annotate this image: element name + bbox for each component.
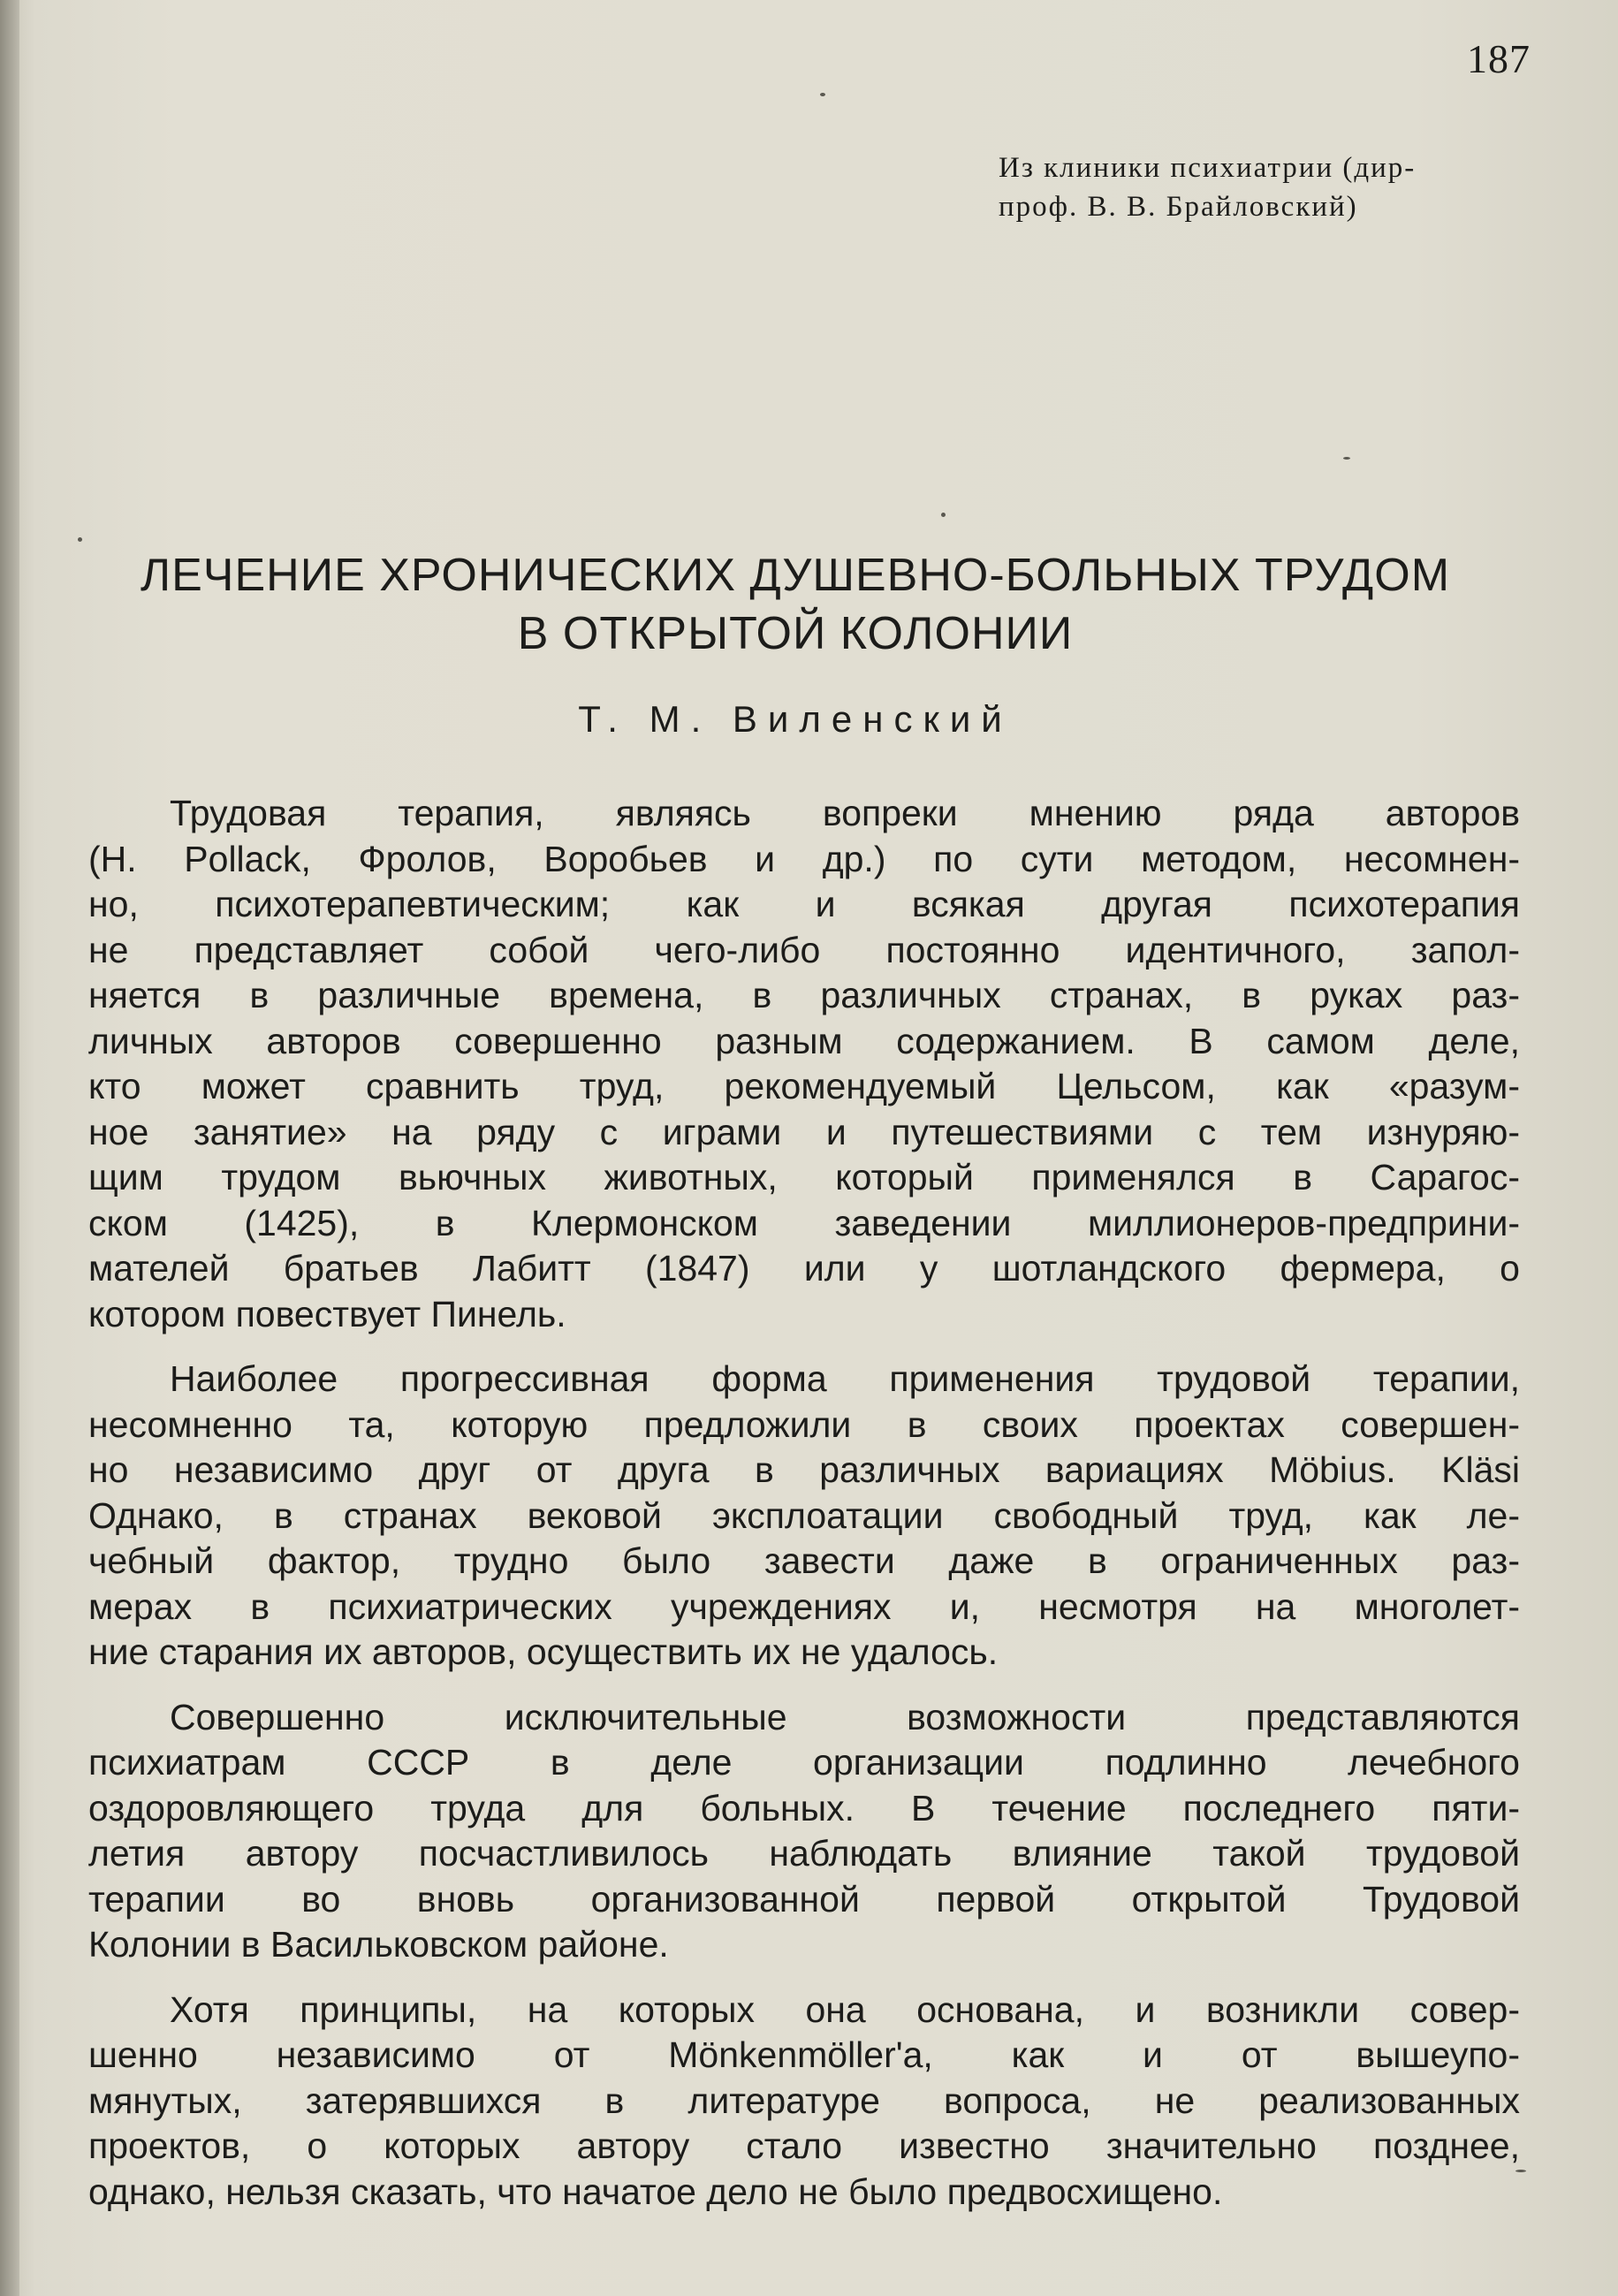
body-line: кто может сравнить труд, рекомендуемый Цельсом, как «разум- [88,1066,1520,1106]
article-title-line: ЛЕЧЕНИЕ ХРОНИЧЕСКИХ ДУШЕВНО-БОЛЬНЫХ ТРУДОМ [140,550,1451,601]
body-line: (H. Pollack, Фролов, Воробьев и др.) по сути методом, несомнен- [88,838,1520,879]
body-line: терапии во вновь организованной первой открытой Трудовой [88,1878,1520,1920]
body-paragraph [88,1695,1520,1968]
body-line: шенно независимо от Mönkenmöller'а, как и от вышеупо- [88,2034,1520,2075]
affiliation-line: проф. В. В. Брайловский) [999,191,1358,223]
print-speck [820,93,825,96]
print-speck [1515,2170,1526,2172]
affiliation-line: Из клиники психиатрии (дир- [999,152,1417,184]
article-body [88,791,1520,2234]
body-line: Хотя принципы, на которых она основана, и возникли совер- [170,1988,1520,2030]
body-line: Колонии в Васильковском районе. [88,1924,669,1965]
body-line: ние старания их авторов, осуществить их не удалось. [88,1631,999,1672]
body-line: Наиболее прогрессивная форма применения трудовой терапии, [170,1358,1520,1399]
body-line: Однако, в странах вековой эксплоатации свободный труд, как ле- [88,1494,1520,1536]
body-line: мерах в психиатрических учреждениях и, несмотря на многолет- [88,1585,1520,1627]
body-line: летия автору посчастливилось наблюдать влияние такой трудовой [88,1833,1520,1874]
print-speck [1343,457,1350,460]
page-number: 187 [1467,36,1531,81]
body-line: проектов, о которых автору стало известно значительно позднее, [88,2125,1520,2166]
body-line: Трудовая терапия, являясь вопреки мнению ряда авторов [170,793,1520,833]
body-line: котором повествует Пинель. [88,1293,566,1334]
body-line: личных авторов совершенно разным содержанием. В самом деле, [88,1020,1520,1061]
body-line: ском (1425), в Клермонском заведении миллионеров-предприни- [88,1202,1520,1243]
body-line: мянутых, затерявшихся в литературе вопроса, не реализованных [88,2079,1520,2121]
body-line: оздоровляющего труда для больных. В течение последнего пяти- [88,1787,1520,1828]
body-line: щим трудом вьючных животных, который применялся в Сарагос- [88,1157,1520,1197]
body-paragraph [88,1988,1520,2216]
print-speck [78,537,82,542]
affiliation-note [999,148,1564,226]
body-line: несомненно та, которую предложили в своих проектах совершен- [88,1403,1520,1445]
body-line: не представляет собой чего-либо постоянно идентичного, запол- [88,929,1520,970]
body-line: няется в различные времена, в различных странах, в руках раз- [88,975,1520,1015]
body-line: Совершенно исключительные возможности представляются [170,1696,1520,1737]
book-spine-shadow [0,0,19,2296]
body-paragraph [88,791,1520,1337]
body-line: однако, нельзя сказать, что начатое дело не было предвосхищено. [88,2171,1223,2212]
body-line: чебный фактор, трудно было завести даже в ограниченных раз- [88,1540,1520,1581]
print-speck [941,513,946,517]
body-line: мателей братьев Лабитт (1847) или у шотландского фермера, о [88,1248,1520,1289]
body-line: ное занятие» на ряду с играми и путешествиями с тем изнуряю- [88,1111,1520,1152]
article-author: Т. М. Виленский [578,698,1013,740]
body-paragraph [88,1357,1520,1676]
body-line: но независимо друг от друга в различных вариациях Möbius. Kläsi [88,1449,1520,1490]
article-title-line: В ОТКРЫТОЙ КОЛОНИИ [517,608,1074,659]
article-title [106,546,1485,663]
body-line: но, психотерапевтическим; как и всякая другая психотерапия [88,884,1520,924]
body-line: психиатрам СССР в деле организации подлинно лечебного [88,1742,1520,1783]
